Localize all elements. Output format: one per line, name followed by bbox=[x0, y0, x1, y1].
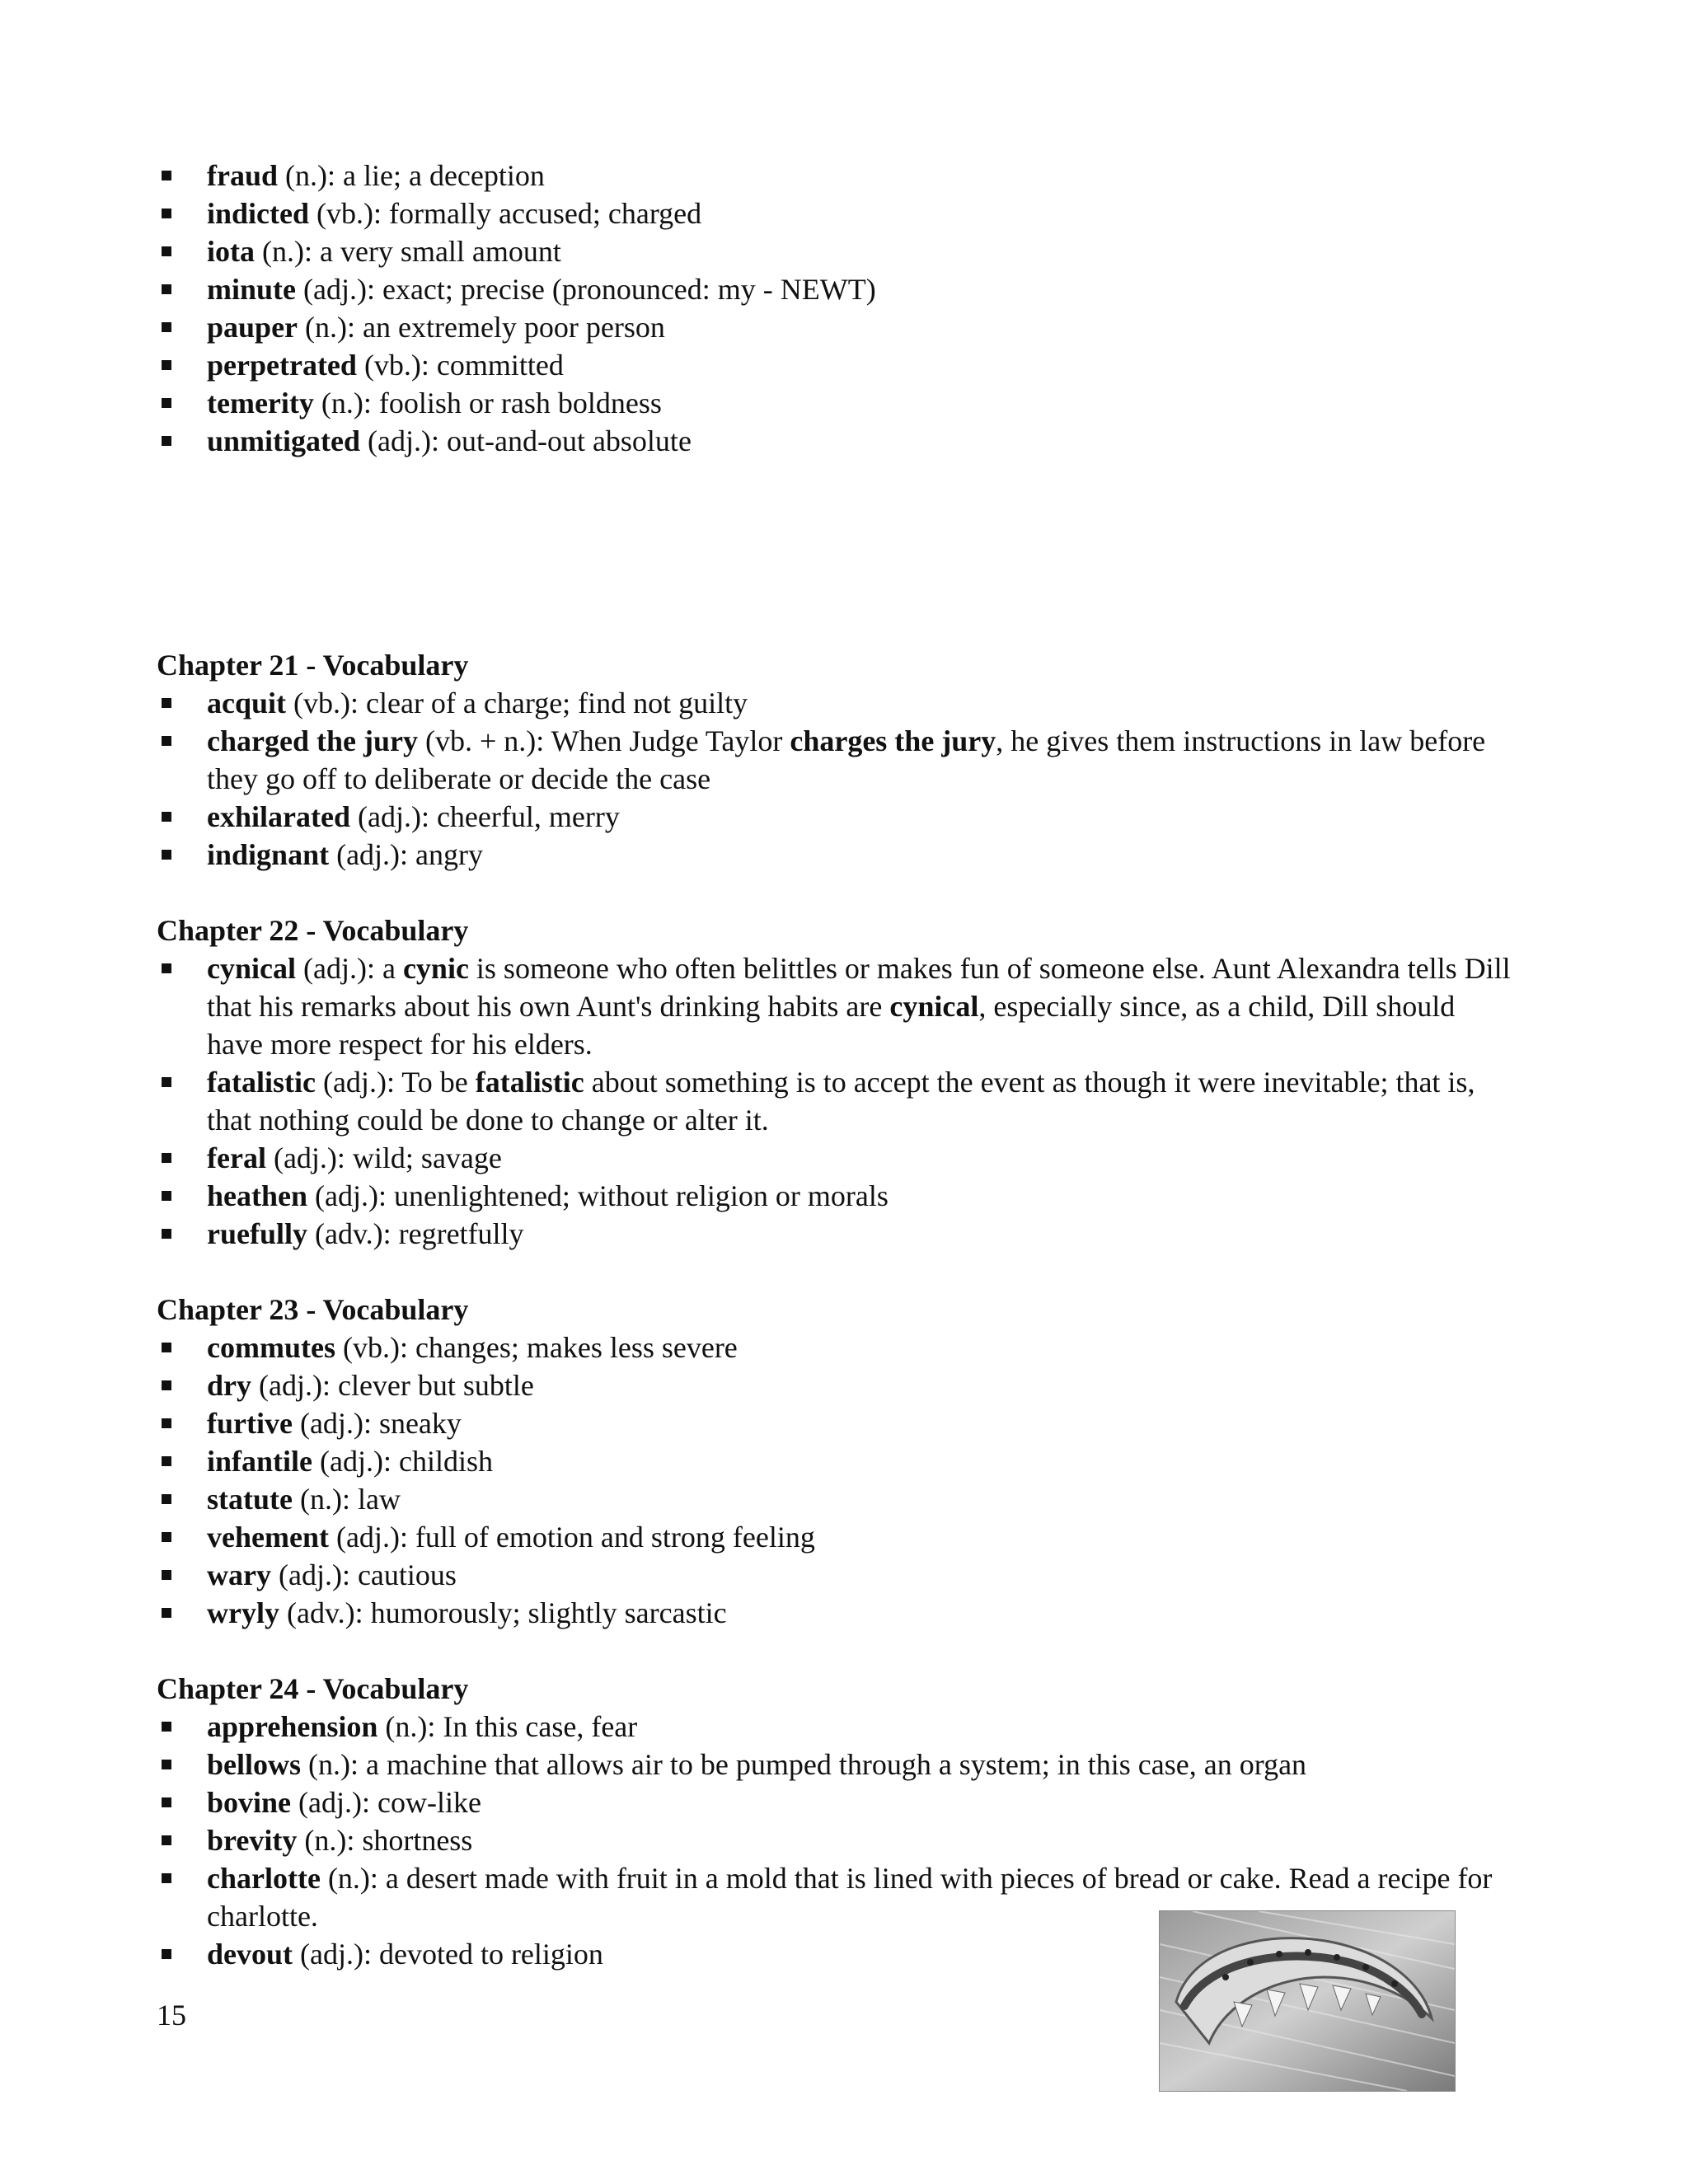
square-bullet-icon bbox=[162, 1797, 171, 1807]
part-of-speech: (vb.) bbox=[293, 687, 350, 719]
vocab-term: feral bbox=[207, 1141, 266, 1174]
vocab-item bbox=[157, 1783, 1517, 1821]
vocab-item bbox=[157, 1404, 1517, 1442]
caterpillar-image-icon bbox=[1160, 1911, 1455, 2091]
vocab-term: dry bbox=[207, 1369, 251, 1402]
definition: : changes; makes less severe bbox=[399, 1331, 738, 1364]
vocab-term: apprehension bbox=[207, 1710, 378, 1743]
definition: : regretfully bbox=[382, 1217, 524, 1250]
square-bullet-icon bbox=[162, 398, 171, 408]
definition: : a machine that allows air to be pumped through a system; in this case, an organ bbox=[350, 1748, 1307, 1781]
square-bullet-icon bbox=[162, 963, 171, 973]
part-of-speech: (n.) bbox=[305, 311, 348, 344]
part-of-speech: (adj.) bbox=[315, 1179, 378, 1212]
caterpillar-photo bbox=[1159, 1910, 1456, 2092]
part-of-speech: (adj.) bbox=[335, 1521, 400, 1554]
part-of-speech: (n.) bbox=[285, 159, 327, 192]
part-of-speech: (adj.) bbox=[320, 1445, 383, 1478]
definition: : shortness bbox=[346, 1824, 473, 1857]
vocab-item bbox=[157, 1139, 1517, 1177]
vocab-term: brevity bbox=[207, 1824, 298, 1857]
square-bullet-icon bbox=[162, 436, 171, 446]
vocab-term: ruefully bbox=[207, 1217, 307, 1250]
vocab-term: charlotte bbox=[207, 1862, 321, 1895]
vocab-term: unmitigated bbox=[207, 424, 361, 457]
definition-continued: about something is to accept the event as though it were inevitable; that is, that nothing could be done to change or alter it. bbox=[207, 1066, 1475, 1137]
definition-continued: is someone who often belittles or makes fun of someone else. Aunt Alexandra tells Dill that his remarks about his own Aunt's drinking habits are bbox=[207, 952, 1511, 1023]
definition: : cow-like bbox=[362, 1786, 481, 1819]
definition: : an extremely poor person bbox=[347, 311, 665, 344]
vocab-item bbox=[157, 346, 1517, 384]
part-of-speech: (adj.) bbox=[273, 1141, 337, 1174]
definition: : a bbox=[366, 952, 403, 985]
square-bullet-icon bbox=[162, 1532, 171, 1542]
part-of-speech: (n.) bbox=[308, 1748, 350, 1781]
vocab-item bbox=[157, 270, 1517, 308]
vocab-item bbox=[157, 1518, 1517, 1556]
vocab-item bbox=[157, 1329, 1517, 1366]
square-bullet-icon bbox=[162, 1418, 171, 1428]
vocab-item bbox=[157, 232, 1517, 270]
chapter-section bbox=[157, 912, 1517, 1253]
square-bullet-icon bbox=[162, 1760, 171, 1769]
definition: : angry bbox=[400, 838, 484, 871]
vocab-term: indicted bbox=[207, 197, 310, 230]
square-bullet-icon bbox=[162, 1077, 171, 1087]
square-bullet-icon bbox=[162, 736, 171, 746]
vocab-item bbox=[157, 1366, 1517, 1404]
vocab-item bbox=[157, 1821, 1517, 1859]
square-bullet-icon bbox=[162, 284, 171, 294]
definition: : full of emotion and strong feeling bbox=[399, 1521, 815, 1554]
definition: : a desert made with fruit in a mold that is lined with pieces of bread or cake. Read a recipe for charlotte. bbox=[207, 1862, 1493, 1933]
chapter-heading: Chapter 21 - Vocabulary bbox=[157, 649, 469, 682]
part-of-speech: (adj.) bbox=[299, 1407, 363, 1440]
square-bullet-icon bbox=[162, 1835, 171, 1845]
part-of-speech: (adj.) bbox=[300, 1938, 363, 1971]
square-bullet-icon bbox=[162, 698, 171, 708]
part-of-speech: (n.) bbox=[321, 387, 363, 419]
part-of-speech: (adj.) bbox=[368, 424, 431, 457]
vocab-term: iota bbox=[207, 235, 255, 268]
vocab-item bbox=[157, 1594, 1517, 1632]
part-of-speech: (adj.) bbox=[259, 1369, 322, 1402]
definition: : humorously; slightly sarcastic bbox=[354, 1596, 727, 1629]
vocab-item bbox=[157, 1442, 1517, 1480]
definition: : sneaky bbox=[363, 1407, 462, 1440]
square-bullet-icon bbox=[162, 322, 171, 332]
chapter-heading: Chapter 23 - Vocabulary bbox=[157, 1293, 469, 1326]
vocab-term: perpetrated bbox=[207, 349, 357, 382]
vocab-term: commutes bbox=[207, 1331, 335, 1364]
definition: : a lie; a deception bbox=[327, 159, 545, 192]
chapter-vocabulary-list bbox=[157, 949, 1517, 1253]
definition: : cautious bbox=[341, 1558, 457, 1591]
square-bullet-icon bbox=[162, 1608, 171, 1618]
vocab-term: heathen bbox=[207, 1179, 308, 1212]
part-of-speech: (adj.) bbox=[303, 273, 367, 306]
square-bullet-icon bbox=[162, 1380, 171, 1390]
square-bullet-icon bbox=[162, 850, 171, 860]
definition-continued: , he gives them instructions in law before they go off to deliberate or decide the case bbox=[207, 724, 1486, 795]
definition: : childish bbox=[382, 1445, 493, 1478]
vocab-item bbox=[157, 1177, 1517, 1215]
chapter-section bbox=[157, 646, 1517, 874]
vocab-term: fatalistic bbox=[207, 1066, 316, 1099]
vocab-term: devout bbox=[207, 1938, 293, 1971]
part-of-speech: (adj.) bbox=[322, 1066, 387, 1099]
vocab-item bbox=[157, 798, 1517, 836]
square-bullet-icon bbox=[162, 1722, 171, 1732]
part-of-speech: (adj.) bbox=[336, 838, 401, 871]
square-bullet-icon bbox=[162, 812, 171, 822]
vocab-item bbox=[157, 1746, 1517, 1783]
definition: : a very small amount bbox=[303, 235, 561, 268]
vocab-term: cynical bbox=[207, 952, 296, 985]
vocab-term: bovine bbox=[207, 1786, 292, 1819]
square-bullet-icon bbox=[162, 1191, 171, 1201]
part-of-speech: (n.) bbox=[385, 1710, 428, 1743]
definition: : clear of a charge; find not guilty bbox=[350, 687, 748, 719]
part-of-speech: (adj.) bbox=[298, 1786, 362, 1819]
definition-continued: , especially since, as a child, Dill should have more respect for his elders. bbox=[207, 990, 1456, 1061]
emphasized-term: fatalistic bbox=[475, 1066, 584, 1099]
square-bullet-icon bbox=[162, 171, 171, 180]
chapter-section bbox=[157, 1291, 1517, 1632]
definition: : To be bbox=[386, 1066, 476, 1099]
vocab-item bbox=[157, 157, 1517, 194]
vocab-item bbox=[157, 1708, 1517, 1746]
square-bullet-icon bbox=[162, 209, 171, 218]
chapter-vocabulary-list bbox=[157, 1329, 1517, 1632]
part-of-speech: (adj.) bbox=[278, 1558, 342, 1591]
part-of-speech: (n.) bbox=[304, 1824, 347, 1857]
vocab-item bbox=[157, 1215, 1517, 1253]
vocab-item bbox=[157, 308, 1517, 346]
vocab-item bbox=[157, 422, 1517, 460]
square-bullet-icon bbox=[162, 1873, 171, 1883]
vocab-term: infantile bbox=[207, 1445, 313, 1478]
vocabulary-list bbox=[157, 157, 1517, 460]
vocab-term: acquit bbox=[207, 687, 287, 719]
vocab-item bbox=[157, 1480, 1517, 1518]
chapter-heading: Chapter 22 - Vocabulary bbox=[157, 914, 469, 947]
definition: : law bbox=[341, 1483, 401, 1516]
vocab-term: exhilarated bbox=[207, 800, 350, 833]
definition: : wild; savage bbox=[336, 1141, 502, 1174]
part-of-speech: (vb.) bbox=[363, 349, 421, 382]
part-of-speech: (vb. + n.) bbox=[424, 724, 537, 757]
part-of-speech: (n.) bbox=[262, 235, 304, 268]
definition: : cheerful, merry bbox=[420, 800, 620, 833]
part-of-speech: (adj.) bbox=[357, 800, 421, 833]
definition: : committed bbox=[420, 349, 564, 382]
definition: : exact; precise (pronounced: my - NEWT) bbox=[366, 273, 876, 306]
vocab-item bbox=[157, 194, 1517, 232]
definition: : formally accused; charged bbox=[373, 197, 702, 230]
vocab-term: furtive bbox=[207, 1407, 293, 1440]
vocab-term: temerity bbox=[207, 387, 314, 419]
definition: : unenlightened; without religion or morals bbox=[377, 1179, 889, 1212]
part-of-speech: (adv.) bbox=[286, 1596, 355, 1629]
definition: : out-and-out absolute bbox=[430, 424, 692, 457]
vocab-term: fraud bbox=[207, 159, 279, 192]
definition: : clever but subtle bbox=[321, 1369, 534, 1402]
chapter-heading: Chapter 24 - Vocabulary bbox=[157, 1672, 469, 1705]
vocab-item bbox=[157, 722, 1517, 798]
square-bullet-icon bbox=[162, 246, 171, 256]
vocab-term: wryly bbox=[207, 1596, 279, 1629]
vocab-term: minute bbox=[207, 273, 296, 306]
definition: : foolish or rash boldness bbox=[363, 387, 662, 419]
part-of-speech: (n.) bbox=[299, 1483, 342, 1516]
vocab-term: indignant bbox=[207, 838, 330, 871]
vocab-item bbox=[157, 1063, 1517, 1139]
part-of-speech: (adj.) bbox=[302, 952, 367, 985]
vocab-term: pauper bbox=[207, 311, 298, 344]
vocab-term: vehement bbox=[207, 1521, 329, 1554]
document-page bbox=[157, 157, 1517, 1973]
emphasized-term: charges the jury bbox=[790, 724, 996, 757]
chapter-vocabulary-list bbox=[157, 684, 1517, 874]
vocab-term: wary bbox=[207, 1558, 271, 1591]
square-bullet-icon bbox=[162, 1570, 171, 1580]
vocab-item bbox=[157, 949, 1517, 1063]
part-of-speech: (adv.) bbox=[315, 1217, 383, 1250]
definition: : In this case, fear bbox=[427, 1710, 638, 1743]
vocab-term: charged the jury bbox=[207, 724, 418, 757]
square-bullet-icon bbox=[162, 1229, 171, 1239]
square-bullet-icon bbox=[162, 1343, 171, 1352]
vocab-item bbox=[157, 384, 1517, 422]
square-bullet-icon bbox=[162, 360, 171, 370]
emphasized-term: cynical bbox=[889, 990, 979, 1023]
definition: : devoted to religion bbox=[363, 1938, 603, 1971]
part-of-speech: (vb.) bbox=[316, 197, 373, 230]
vocab-item bbox=[157, 1556, 1517, 1594]
square-bullet-icon bbox=[162, 1153, 171, 1163]
vocab-term: bellows bbox=[207, 1748, 302, 1781]
vocab-term: statute bbox=[207, 1483, 293, 1516]
chapters-container bbox=[157, 646, 1517, 1973]
vocab-item bbox=[157, 836, 1517, 874]
page-number: 15 bbox=[157, 1999, 186, 2032]
square-bullet-icon bbox=[162, 1494, 171, 1504]
emphasized-term: cynic bbox=[402, 952, 469, 985]
square-bullet-icon bbox=[162, 1456, 171, 1466]
definition: : When Judge Taylor bbox=[536, 724, 790, 757]
part-of-speech: (vb.) bbox=[342, 1331, 400, 1364]
vocab-item bbox=[157, 684, 1517, 722]
part-of-speech: (n.) bbox=[327, 1862, 370, 1895]
square-bullet-icon bbox=[162, 1949, 171, 1959]
